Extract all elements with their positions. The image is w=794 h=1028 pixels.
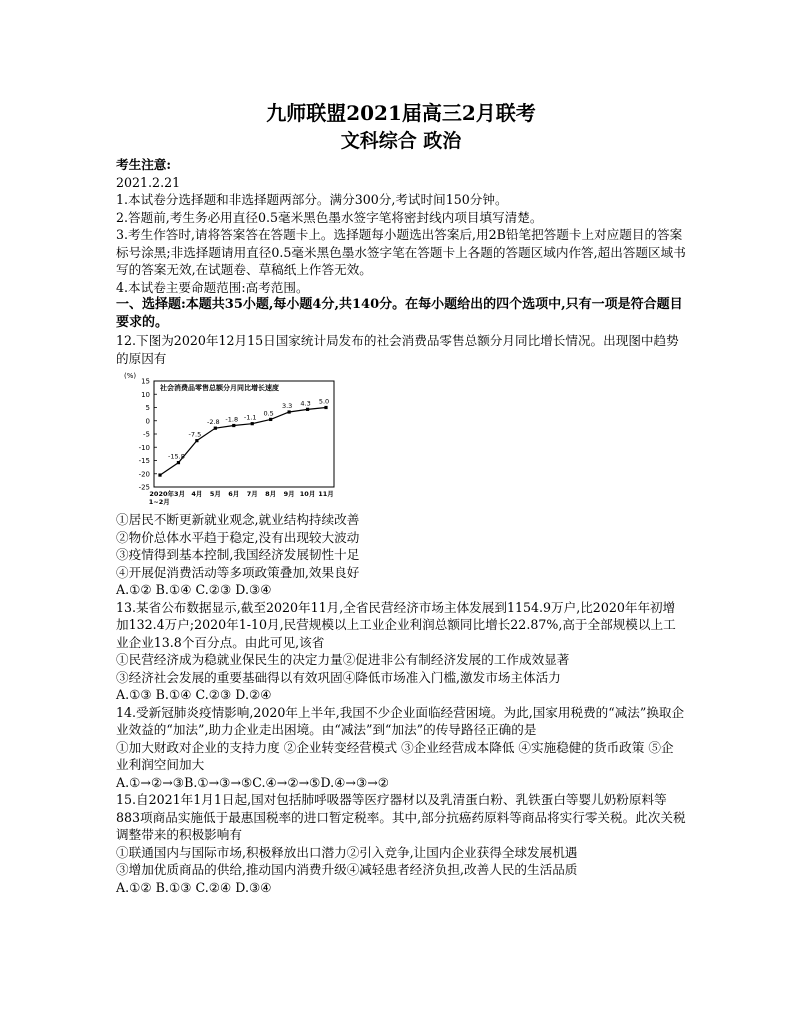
chart-frame [154, 381, 334, 487]
data-point [269, 418, 272, 421]
q14-options-line: ①加大财政对企业的支持力度 ②企业转变经营模式 ③企业经营成本降低 ④实施稳健的货币政策 ⑤企业利润空间加大 [116, 739, 674, 772]
q13-stem: 13.某省公布数据显示,截至2020年11月,全省民营经济市场主体发展到1154.9万户,比2020年年初增加132.4万户;2020年1-10月,民营规模以上工业企业利润总额同比增长22.87%,高于全部规模以上工业企业13.8个百分点。由此可见,该省 [116, 599, 676, 650]
q12-option: ④开展促消费活动等多项政策叠加,效果良好 [116, 564, 360, 580]
data-point [158, 473, 161, 476]
data-label: -15.8 [168, 452, 185, 461]
y-tick-label: -15 [138, 457, 150, 465]
x-tick-label: 11月 [318, 490, 334, 498]
data-label: 0.5 [263, 409, 274, 418]
y-tick-label: 5 [145, 404, 150, 412]
notice-item: 3.考生作答时,请将答案答在答题卡上。选择题每小题选出答案后,用2B铅笔把答题卡上对应题目的答案标号涂黑;非选择题请用直径0.5毫米黑色墨水签字笔在答题卡上各题的答题区域内作答,超出答题区域书写的答案无效,在试题卷、草稿纸上作答无效。 [116, 227, 686, 277]
notice-heading: 考生注意: [116, 157, 172, 172]
q15-stem: 15.自2021年1月1日起,国对包括肺呼吸器等医疗器材以及乳清蛋白粉、乳铁蛋白等婴儿奶粉原料等883项商品实施低于最惠国税率的进口暂定税率。其中,部分抗癌药原料等商品将实行零关税。此次关税调整带来的积极影响有 [116, 792, 686, 842]
y-tick-label: -10 [138, 443, 150, 452]
y-tick-label: 10 [141, 390, 150, 399]
q12-option: ①居民不断更新就业观念,就业结构持续改善 [116, 512, 360, 527]
y-tick-label: -25 [138, 483, 150, 492]
data-label: -7.5 [188, 430, 202, 439]
q12-stem: 12.下图为2020年12月15日国家统计局发布的社会消费品零售总额分月同比增长情况。出现图中趋势的原因有 [116, 333, 679, 366]
data-label: 4.3 [300, 399, 311, 408]
section-heading: 一、选择题:本题共35小题,每小题4分,共140分。在每小题给出的四个选项中,只有一项是符合题目要求的。 [116, 297, 683, 330]
chart-title: 社会消费品零售总额分月同比增长速度 [160, 384, 279, 392]
q12-answers: A.①② B.①④ C.②③ D.③④ [116, 582, 272, 597]
notice-date: 2021.2.21 [116, 174, 181, 190]
y-tick-label: -20 [138, 470, 150, 479]
data-point [214, 427, 217, 430]
x-tick-label: 5月 [209, 490, 221, 498]
data-label: -1.8 [225, 415, 239, 424]
q15-options-line: ③增加优质商品的供给,推动国内消费升级④减轻患者经济负担,改善人民的生活品质 [116, 862, 578, 877]
q14-answers: A.①→②→③B.①→③→⑤C.④→②→⑤D.④→③→② [116, 774, 390, 790]
data-label: -1.1 [243, 413, 257, 422]
x-tick-label: 6月 [228, 490, 240, 498]
notice-item: 2.答题前,考生务必用直径0.5毫米黑色墨水签字笔将密封线内项目填写清楚。 [116, 209, 543, 225]
x-tick-label: 8月 [265, 490, 277, 498]
data-point [288, 410, 291, 413]
data-point [251, 422, 254, 425]
data-point [195, 439, 198, 442]
q14-stem: 14.受新冠肺炎疫情影响,2020年上半年,我国不少企业面临经营困境。为此,国家用税费的“减法”换取企业效益的“加法”,助力企业走出困境。由“减法”到“加法”的传导路径正确的是 [116, 704, 685, 737]
data-label: -2.8 [206, 418, 220, 427]
q12-option: ③疫情得到基本控制,我国经济发展韧性十足 [116, 547, 360, 562]
exam-subtitle: 文科综合 政治 [340, 130, 462, 152]
y-axis-label: (%) [124, 372, 137, 380]
notice-item: 4.本试卷主要命题范围:高考范围。 [116, 279, 309, 295]
q13-answers: A.①③ B.①④ C.②③ D.②④ [116, 687, 272, 702]
q15-answers: A.①② B.①③ C.②④ D.③④ [116, 879, 272, 895]
x-tick-sublabel: 1~2月 [148, 498, 170, 506]
data-point [232, 424, 235, 427]
y-tick-label: 0 [145, 417, 150, 426]
q15-options-line: ①联通国内与国际市场,积极释放出口潜力②引入竞争,让国内企业获得全球发展机遇 [116, 844, 578, 860]
exam-page [116, 98, 686, 896]
q12-chart [116, 369, 346, 509]
data-label: 5.0 [318, 397, 330, 406]
x-tick-label: 2020年3月 [149, 490, 186, 498]
data-label: 3.3 [281, 402, 293, 411]
x-tick-label: 7月 [246, 490, 258, 498]
q12-option: ②物价总体水平趋于稳定,没有出现较大波动 [116, 529, 360, 545]
exam-title: 九师联盟2021届高三2月联考 [266, 101, 536, 125]
x-tick-label: 9月 [283, 490, 295, 498]
y-tick-label: 15 [141, 377, 150, 386]
notice-item: 1.本试卷分选择题和非选择题两部分。满分300分,考试时间150分钟。 [116, 192, 508, 207]
q13-options-line: ①民营经济成为稳就业保民生的决定力量②促进非公有制经济发展的工作成效显著 [116, 652, 570, 667]
data-point [324, 406, 327, 409]
x-tick-label: 10月 [299, 490, 316, 498]
y-tick-label: -5 [143, 430, 150, 439]
data-point [177, 461, 180, 464]
data-point [306, 408, 309, 411]
line-chart [116, 369, 346, 509]
q13-options-line: ③经济社会发展的重要基础得以有效巩固④降低市场准入门槛,激发市场主体活力 [116, 669, 561, 685]
x-tick-label: 4月 [191, 490, 203, 498]
